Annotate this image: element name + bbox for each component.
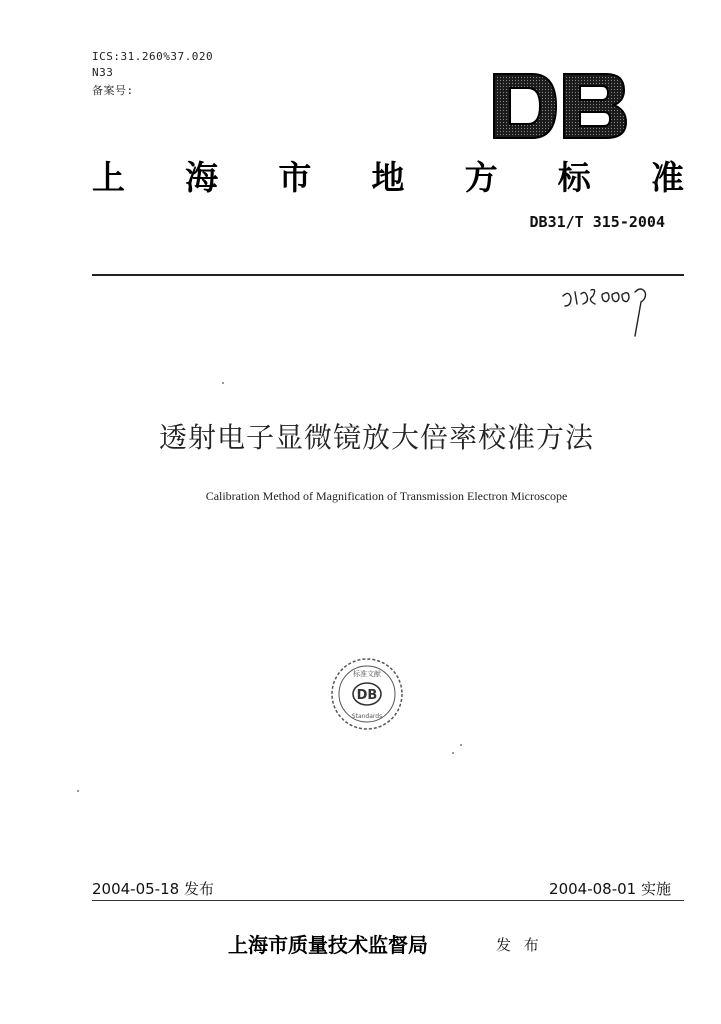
- publish-label: 发 布: [496, 936, 543, 954]
- ics-code: ICS:31.260%37.020: [92, 50, 214, 63]
- document-title-en: [0, 489, 721, 504]
- scan-speck: [460, 744, 462, 746]
- title-char: 方: [464, 158, 498, 197]
- title-char: 市: [278, 158, 312, 197]
- scan-speck: [222, 382, 224, 384]
- implementation-date: 2004-08-01 实施: [549, 880, 671, 898]
- header-divider: [92, 274, 684, 276]
- db-logo: [490, 70, 630, 142]
- title-char: 标: [557, 158, 591, 197]
- seal-bottom-text: Standards: [351, 713, 383, 720]
- record-number-label: 备案号:: [92, 84, 134, 97]
- seal-top-text: 标准文献: [353, 670, 381, 678]
- ccs-code: N33: [92, 66, 114, 79]
- title-char: 海: [185, 158, 219, 197]
- handwritten-note: [555, 278, 675, 346]
- library-seal-stamp: [329, 656, 405, 732]
- document-title-cn: [0, 416, 721, 456]
- footer-divider: [92, 900, 684, 901]
- standard-category-title: [92, 158, 684, 198]
- title-char: 上: [92, 158, 125, 197]
- publisher-name: 上海市质量技术监督局: [228, 933, 428, 957]
- document-title-cn-text: 透射电子显微镜放大倍率校准方法: [158, 421, 594, 454]
- seal-center-text: DB: [356, 688, 378, 703]
- scan-speck: [77, 790, 79, 792]
- issue-date: 2004-05-18 发布: [92, 880, 214, 898]
- document-title-en-text: Calibration Method of Magnification of Transmission Electron Microscope: [205, 489, 568, 503]
- standard-number: DB31/T 315-2004: [529, 213, 665, 231]
- title-char: 准: [650, 158, 684, 197]
- scan-speck: [452, 752, 454, 754]
- title-char: 地: [371, 158, 405, 197]
